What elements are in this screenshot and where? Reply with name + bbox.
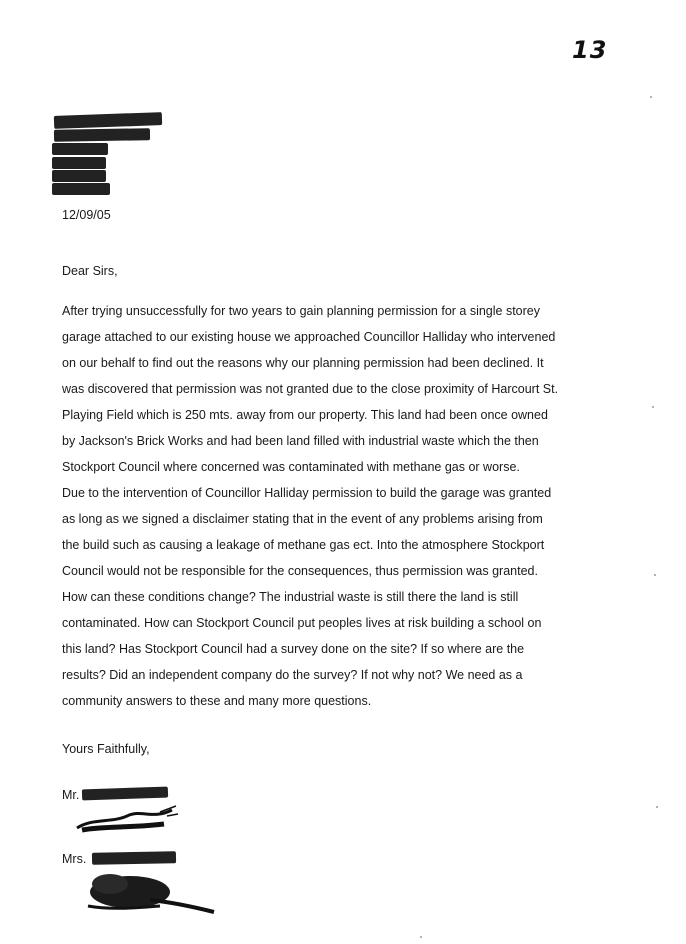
letter-date: 12/09/05	[62, 208, 111, 222]
scan-speck	[654, 574, 656, 576]
body-line: community answers to these and many more questions.	[62, 694, 372, 708]
body-line: was discovered that permission was not granted due to the close proximity of Harcourt St.	[62, 382, 559, 396]
body-line: Due to the intervention of Councillor Halliday permission to build the garage was granted	[62, 486, 552, 500]
signature-2	[80, 866, 220, 922]
body-line: this land? Has Stockport Council had a survey done on the site? If so where are the	[62, 642, 525, 656]
scan-speck	[420, 936, 422, 938]
redaction-bar	[54, 112, 162, 129]
body-line: contaminated. How can Stockport Council put peoples lives at risk building a school on	[62, 616, 542, 630]
closing: Yours Faithfully,	[62, 742, 150, 756]
redaction-bar	[52, 183, 110, 195]
body-line: Council would not be responsible for the consequences, thus permission was granted.	[62, 564, 538, 578]
redaction-bar	[54, 128, 150, 142]
body-line: as long as we signed a disclaimer stating that in the event of any problems arising from	[62, 512, 543, 526]
salutation: Dear Sirs,	[62, 264, 118, 278]
signature-1	[72, 798, 182, 838]
body-line: After trying unsuccessfully for two years to gain planning permission for a single storey	[62, 304, 541, 318]
redaction-bar	[52, 157, 106, 169]
body-line: on our behalf to find out the reasons why our planning permission had been declined. It	[62, 356, 544, 370]
redaction-bar	[92, 851, 176, 864]
body-line: Playing Field which is 250 mts. away from our property. This land had been once owned	[62, 408, 548, 422]
body-line: results? Did an independent company do the survey? If not why not? We need as a	[62, 668, 523, 682]
signatory-2-title: Mrs.	[62, 852, 87, 866]
page-number: 13	[572, 36, 608, 64]
scan-speck	[652, 406, 654, 408]
scan-speck	[650, 96, 652, 98]
body-line: Stockport Council where concerned was contaminated with methane gas or worse.	[62, 460, 520, 474]
body-line: the build such as causing a leakage of methane gas ect. Into the atmosphere Stockport	[62, 538, 545, 552]
redaction-bar	[52, 170, 106, 182]
body-line: How can these conditions change? The industrial waste is still there the land is still	[62, 590, 519, 604]
signatory-1-title: Mr.	[62, 788, 80, 802]
redaction-bar	[52, 143, 108, 155]
body-line: by Jackson's Brick Works and had been land filled with industrial waste which the then	[62, 434, 539, 448]
scan-speck	[656, 806, 658, 808]
body-line: garage attached to our existing house we approached Councillor Halliday who intervened	[62, 330, 556, 344]
